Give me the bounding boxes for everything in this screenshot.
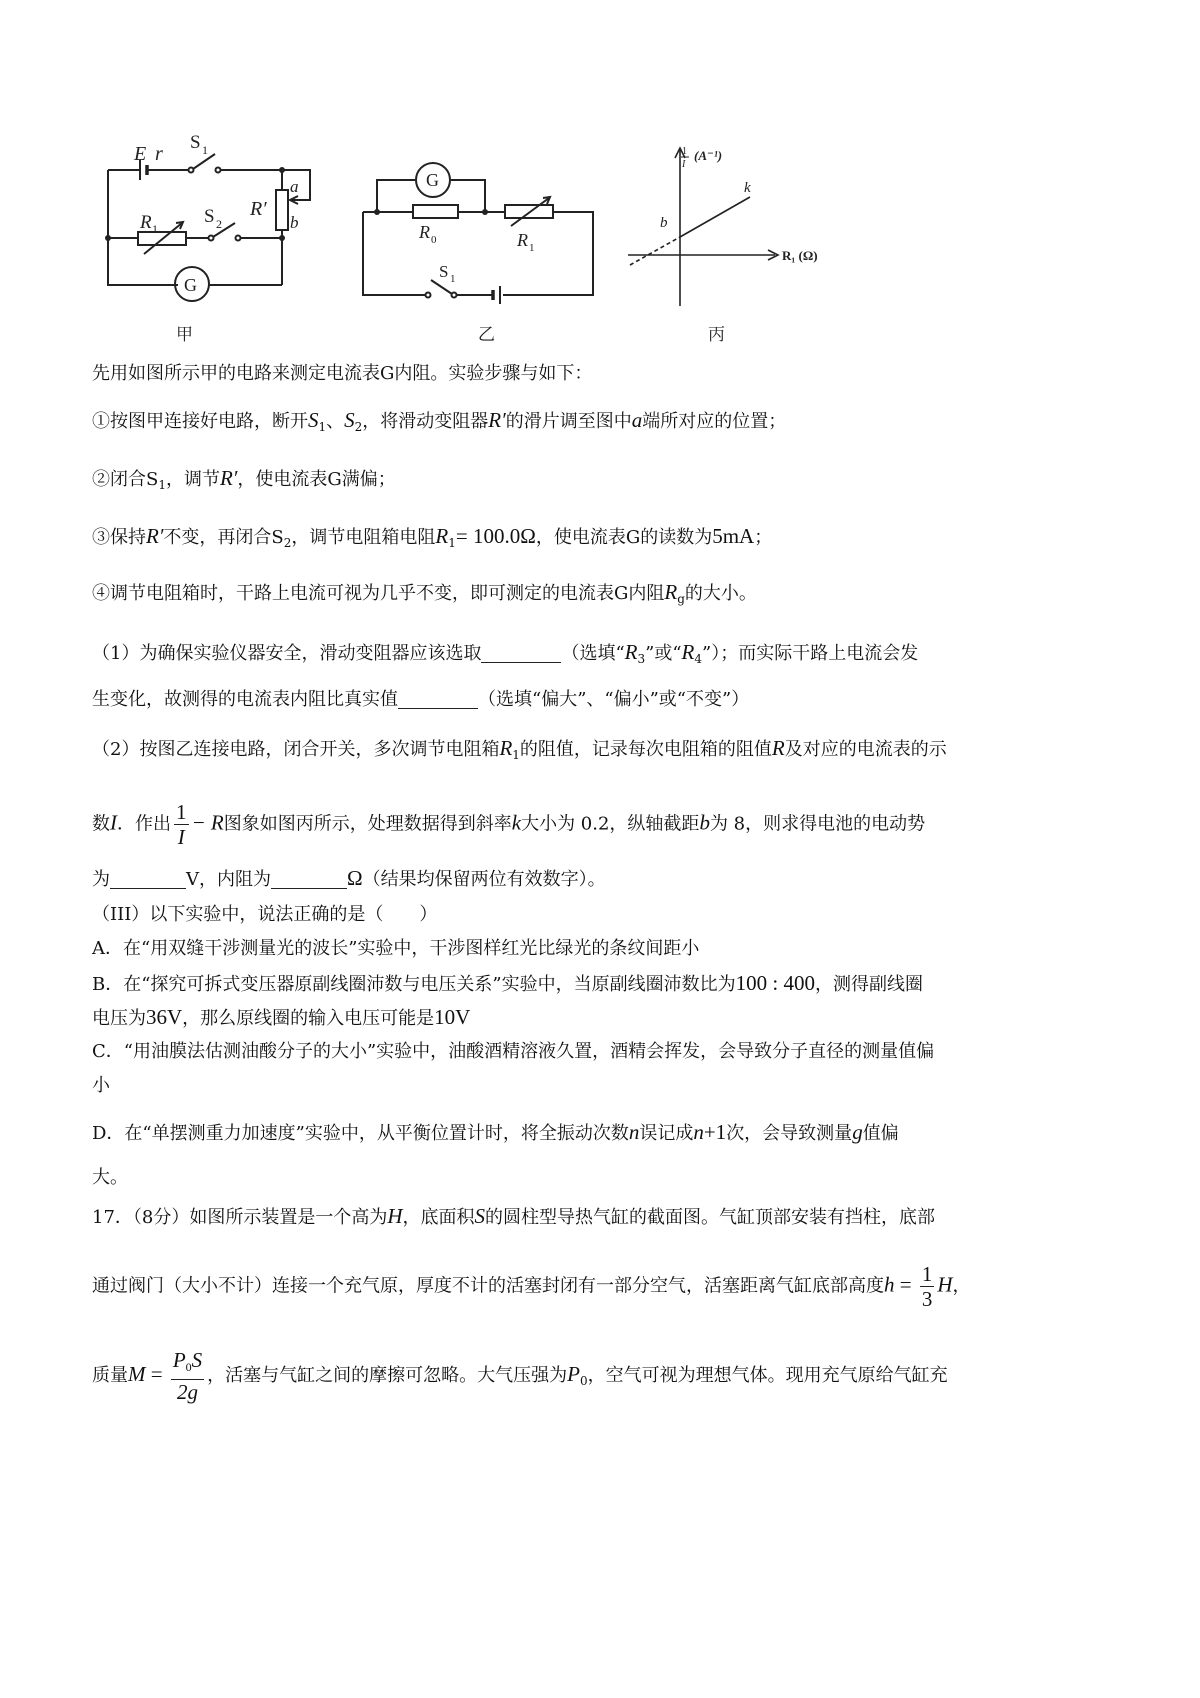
question-1-line-1: （1）为确保实验仪器安全，滑动变阻器应该选取 （选填“$R_3$”或“$R_4$”）；而实际干路上电流会发: [92, 640, 919, 666]
caption-jia: 甲: [176, 325, 193, 345]
answer-blank-1[interactable]: [481, 642, 561, 663]
label-R1: R: [140, 212, 152, 233]
y-frac-den: I: [682, 159, 686, 170]
fraction-1-over-I: $\frac{1}{I}$: [176, 800, 187, 849]
step-2: ②闭合$S_1$，调节R′，使电流表G满偏；: [92, 466, 396, 492]
question-2-line-2: 数I．作出 $\frac{1}{I}$ − R图象如图丙所示，处理数据得到斜率k大小为 0.2，纵轴截距b为 8，则求得电池的电动势: [92, 800, 926, 849]
label-yi-G: G: [426, 170, 439, 190]
problem-17-line-3: 质量M = $\frac{P_0S}{2g}$ ，活塞与气缸之间的摩擦可忽略。大气压强为$P_0$，空气可视为理想气体。现用充气原给气缸充: [92, 1348, 948, 1404]
slope-label-k: k: [744, 180, 751, 196]
y-frac-num: 1: [682, 146, 687, 157]
graph-line-solid: [680, 197, 750, 237]
label-yi-R0: R: [419, 222, 430, 242]
caption-bing: 丙: [708, 325, 725, 345]
label-S1-sub: 1: [202, 143, 208, 157]
question-1-line-2: 生变化，故测得的电流表内阻比真实值 （选填“偏大”、“偏小”或“不变”）: [92, 689, 750, 710]
option-d-line-1: D．在“单摆测重力加速度”实验中，从平衡位置计时，将全振动次数n误记成n+1次，会导致测量g值偏: [92, 1120, 899, 1144]
answer-blank-3[interactable]: [110, 868, 186, 889]
intercept-label-b: b: [660, 215, 668, 231]
circuit-yi-diagram: [355, 150, 605, 300]
option-c-line-1: C．“用油膜法估测油酸分子的大小”实验中，油酸酒精溶液久置，酒精会挥发，会导致分子直径的测量值偏: [92, 1041, 935, 1062]
answer-blank-2[interactable]: [398, 688, 478, 709]
option-b-line-1: B．在“探究可拆式变压器原副线圈沛数与电压关系”实验中，当原副线圈沛数比为100 : 400，测得副线圈: [92, 971, 923, 995]
problem-17-line-1: 17．（8分）如图所示装置是一个高为H，底面积S的圆柱型导热气缸的截面图。气缸顶部安装有挡柱，底部: [92, 1204, 936, 1228]
label-S2-sub: 2: [216, 217, 222, 231]
label-R1-sub: 1: [152, 222, 158, 236]
question-3-stem: （III）以下实验中，说法正确的是（ ）: [92, 904, 438, 925]
intro-text: 先用如图所示甲的电路来测定电流表G内阻。实验步骤与如下：: [92, 363, 593, 384]
fraction-mass: $\frac{P_0S}{2g}$: [172, 1348, 203, 1404]
label-E: E: [134, 143, 147, 165]
label-a: a: [290, 177, 299, 196]
label-r: r: [155, 143, 163, 165]
figure-bing: [620, 140, 850, 310]
question-2-line-1: （2）按图乙连接电路，闭合开关，多次调节电阻箱$R_1$的阻值，记录每次电阻箱的阻值R及对应的电流表的示: [92, 736, 947, 762]
label-yi-R1-sub: 1: [529, 242, 535, 254]
label-yi-S1: S: [439, 262, 449, 281]
label-b: b: [290, 213, 299, 232]
question-2-line-3: 为 V，内阻为 Ω（结果均保留两位有效数字）。: [92, 866, 606, 890]
label-yi-R0-sub: 0: [431, 234, 437, 246]
step-3: ③保持R′不变，再闭合$S_2$，调节电阻箱电阻$R_1= 100.0\Omega$，使电流表G的读数为5mA；: [92, 524, 773, 550]
fraction-one-third: $\frac{1}{3}$: [921, 1262, 933, 1311]
label-yi-R1: R: [517, 230, 528, 250]
figure-yi: [355, 150, 605, 300]
label-S1: S: [190, 132, 201, 153]
option-a: A．在“用双缝干涉测量光的波长”实验中，干涉图样红光比绿光的条纹间距小: [92, 938, 700, 959]
option-d-line-2: 大。: [92, 1167, 128, 1188]
label-G: G: [184, 275, 197, 295]
step-1: ①按图甲连接好电路，断开$S_1$、$S_2$，将滑动变阻器R′的滑片调至图中a端所对应的位置；: [92, 408, 787, 434]
x-axis-label: R₁ (Ω): [782, 248, 818, 263]
label-R-prime: R′: [250, 198, 267, 220]
figure-jia: [100, 130, 340, 310]
option-c-line-2: 小: [92, 1075, 110, 1096]
caption-yi: 乙: [478, 325, 495, 345]
circuit-jia-diagram: [100, 130, 340, 310]
label-S2: S: [204, 206, 215, 227]
label-yi-S1-sub: 1: [450, 273, 456, 285]
answer-blank-4[interactable]: [271, 868, 347, 889]
step-4: ④调节电阻箱时，干路上电流可视为几乎不变，即可测定的电流表G内阻$R_g$的大小。: [92, 580, 757, 606]
graph-line-dashed: [630, 237, 680, 265]
problem-17-line-2: 通过阀门（大小不计）连接一个充气原，厚度不计的活塞封闭有一部分空气，活塞距离气缸底部高度h = $\frac{1}{3}$ H，: [92, 1262, 971, 1311]
option-b-line-2: 电压为36V，那么原线圈的输入电压可能是10V: [92, 1005, 471, 1029]
graph-bing: [620, 140, 850, 310]
y-axis-unit: (A⁻¹): [694, 148, 723, 163]
